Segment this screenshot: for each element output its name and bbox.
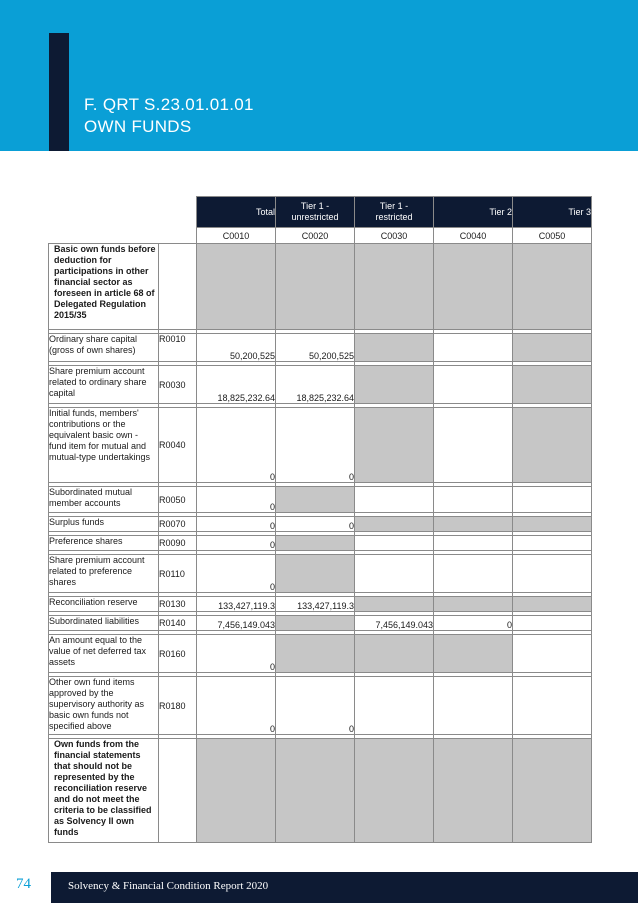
row-label: An amount equal to the value of net deferred tax assets xyxy=(49,635,159,673)
table-row xyxy=(49,555,592,593)
cell-total: 7,456,149.043 xyxy=(197,616,276,631)
page-title xyxy=(84,94,254,138)
row-label: Subordinated liabilities xyxy=(49,616,159,631)
row-label: Ordinary share capital (gross of own shares) xyxy=(49,334,159,362)
row-code: R0040 xyxy=(159,408,197,483)
row-code: R0110 xyxy=(159,555,197,593)
column-code: C0020 xyxy=(276,228,355,244)
page-number: 74 xyxy=(16,876,31,892)
row-code: R0160 xyxy=(159,635,197,673)
table-row xyxy=(49,597,592,612)
row-code: R0010 xyxy=(159,334,197,362)
column-header-tier1-restricted: Tier 1 - restricted xyxy=(355,197,434,228)
cell-total: 0 xyxy=(197,487,276,513)
table-row xyxy=(49,366,592,404)
section-label-financial-statements: Own funds from the financial statements that should not be represented by the reconciliation reserve and do not meet the criteria to be classified as Solvency II own funds xyxy=(49,739,159,843)
cell-tier1-unrestricted: 50,200,525 xyxy=(276,334,355,362)
column-code: C0010 xyxy=(197,228,276,244)
cell-total: 0 xyxy=(197,408,276,483)
report-title: Solvency & Financial Condition Report 2020 xyxy=(68,880,269,892)
row-code: R0090 xyxy=(159,536,197,551)
row-label: Preference shares xyxy=(49,536,159,551)
table-row xyxy=(49,635,592,673)
cell-total: 0 xyxy=(197,517,276,532)
footer-bar xyxy=(51,872,638,903)
row-label: Other own fund items approved by the supervisory authority as basic own funds not specified above xyxy=(49,677,159,735)
cell-total: 0 xyxy=(197,677,276,735)
row-code: R0070 xyxy=(159,517,197,532)
title-line-2: OWN FUNDS xyxy=(84,117,192,136)
row-code: R0030 xyxy=(159,366,197,404)
cell-tier1-unrestricted: 0 xyxy=(276,517,355,532)
footer xyxy=(0,872,638,903)
cell-tier1-unrestricted: 0 xyxy=(276,408,355,483)
row-label: Initial funds, members' contributions or the equivalent basic own - fund item for mutual and mutual-type undertakings xyxy=(49,408,159,483)
row-label: Subordinated mutual member accounts xyxy=(49,487,159,513)
section-label-basic-own-funds: Basic own funds before deduction for participations in other financial sector as foreseen in article 68 of Delegated Regulation 2015/35 xyxy=(49,244,159,330)
column-code: C0040 xyxy=(434,228,513,244)
table-row xyxy=(49,334,592,362)
column-code: C0030 xyxy=(355,228,434,244)
column-header-tier3: Tier 3 xyxy=(513,197,592,228)
cell-total: 133,427,119.3 xyxy=(197,597,276,612)
column-header-total: Total xyxy=(197,197,276,228)
cell-total: 0 xyxy=(197,635,276,673)
row-code: R0050 xyxy=(159,487,197,513)
column-header-tier2: Tier 2 xyxy=(434,197,513,228)
cell-tier1-unrestricted: 18,825,232.64 xyxy=(276,366,355,404)
table-row xyxy=(49,616,592,631)
table-row xyxy=(49,408,592,483)
row-code: R0130 xyxy=(159,597,197,612)
cell-tier1-restricted: 7,456,149.043 xyxy=(355,616,434,631)
row-label: Reconciliation reserve xyxy=(49,597,159,612)
column-code: C0050 xyxy=(513,228,592,244)
row-code: R0180 xyxy=(159,677,197,735)
row-label: Share premium account related to ordinary share capital xyxy=(49,366,159,404)
table-row xyxy=(49,517,592,532)
cell-total: 0 xyxy=(197,555,276,593)
row-code: R0140 xyxy=(159,616,197,631)
column-header-tier1-unrestricted: Tier 1 - unrestricted xyxy=(276,197,355,228)
cell-total: 18,825,232.64 xyxy=(197,366,276,404)
header-accent-bar xyxy=(49,33,69,151)
title-line-1: F. QRT S.23.01.01.01 xyxy=(84,95,254,114)
cell-tier2: 0 xyxy=(434,616,513,631)
row-label: Surplus funds xyxy=(49,517,159,532)
own-funds-table xyxy=(48,196,592,843)
cell-tier1-unrestricted: 0 xyxy=(276,677,355,735)
row-label: Share premium account related to preference shares xyxy=(49,555,159,593)
cell-total: 0 xyxy=(197,536,276,551)
cell-tier1-unrestricted: 133,427,119.3 xyxy=(276,597,355,612)
table-row xyxy=(49,536,592,551)
cell-total: 50,200,525 xyxy=(197,334,276,362)
table-row xyxy=(49,487,592,513)
table-row xyxy=(49,677,592,735)
